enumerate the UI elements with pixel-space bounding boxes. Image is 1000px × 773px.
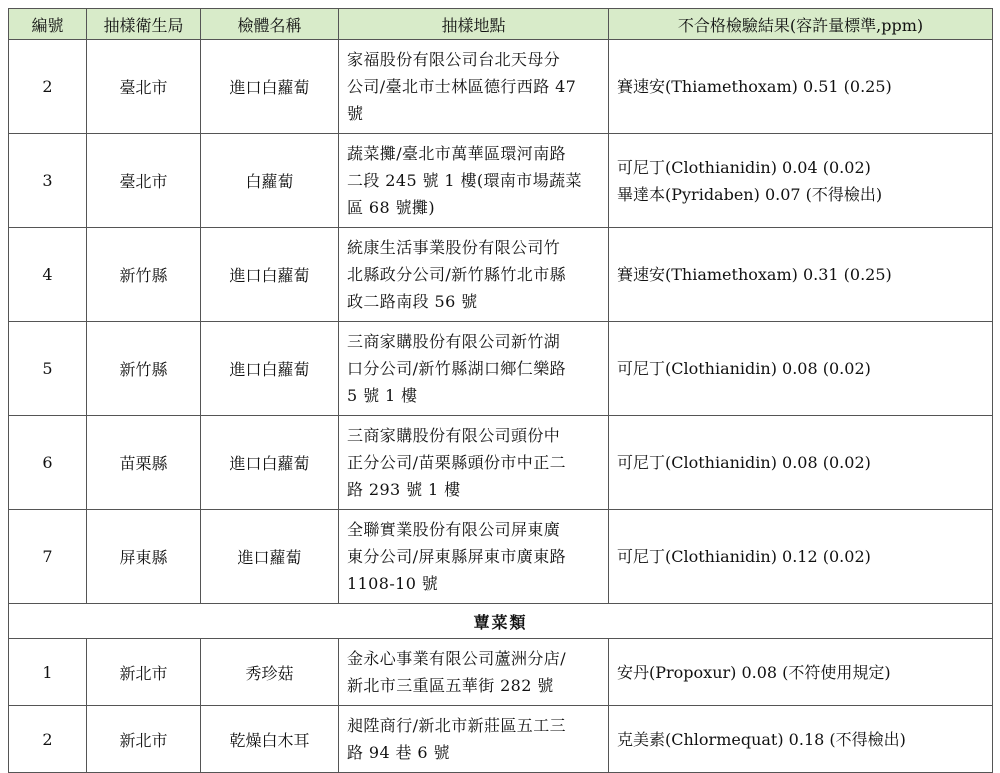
row-result xyxy=(609,228,993,322)
result-line: 安丹(Propoxur) 0.08 (不符使用規定) xyxy=(617,662,891,682)
header-row xyxy=(9,9,993,40)
row-num: 4 xyxy=(9,228,87,322)
row-sample-name: 秀珍菇 xyxy=(201,639,339,706)
table-row xyxy=(9,228,993,322)
table-row xyxy=(9,40,993,134)
row-num: 6 xyxy=(9,416,87,510)
location-line: 三商家購股份有限公司新竹湖 xyxy=(347,332,561,351)
location-line: 口分公司/新竹縣湖口鄉仁樂路 xyxy=(347,359,566,378)
table-row xyxy=(9,510,993,604)
location-line: 1108-10 號 xyxy=(347,574,439,593)
location-line: 正分公司/苗栗縣頭份市中正二 xyxy=(347,453,566,472)
location-line: 新北市三重區五華街 282 號 xyxy=(347,676,554,695)
location-line: 路 293 號 1 樓 xyxy=(347,480,461,499)
header-location: 抽樣地點 xyxy=(339,9,609,40)
inspection-results-table xyxy=(8,8,993,773)
row-bureau: 臺北市 xyxy=(87,40,201,134)
header-bureau: 抽樣衛生局 xyxy=(87,9,201,40)
result-line: 賽速安(Thiamethoxam) 0.51 (0.25) xyxy=(617,77,892,96)
location-line: 號 xyxy=(347,104,364,123)
table-row xyxy=(9,706,993,773)
row-num: 5 xyxy=(9,322,87,416)
row-result xyxy=(609,416,993,510)
row-location xyxy=(339,40,609,134)
result-line: 克美素(Chlormequat) 0.18 (不得檢出) xyxy=(617,729,906,749)
result-line: 畢達本(Pyridaben) 0.07 (不得檢出) xyxy=(617,184,883,204)
row-bureau: 屏東縣 xyxy=(87,510,201,604)
location-line: 二段 245 號 1 樓(環南市場蔬菜 xyxy=(347,171,582,190)
location-line: 金永心事業有限公司蘆洲分店/ xyxy=(347,649,566,668)
result-line: 賽速安(Thiamethoxam) 0.31 (0.25) xyxy=(617,265,892,284)
section-title: 蕈菜類 xyxy=(9,604,993,639)
row-sample-name: 進口白蘿蔔 xyxy=(201,228,339,322)
table-row xyxy=(9,416,993,510)
section-row xyxy=(9,604,993,639)
row-sample-name: 乾燥白木耳 xyxy=(201,706,339,773)
location-line: 公司/臺北市士林區德行西路 47 xyxy=(347,77,577,96)
row-num: 2 xyxy=(9,706,87,773)
location-line: 政二路南段 56 號 xyxy=(347,292,478,311)
table-row xyxy=(9,639,993,706)
row-result xyxy=(609,134,993,228)
row-bureau: 新竹縣 xyxy=(87,322,201,416)
row-result xyxy=(609,322,993,416)
row-sample-name: 白蘿蔔 xyxy=(201,134,339,228)
row-bureau: 新竹縣 xyxy=(87,228,201,322)
header-result: 不合格檢驗結果(容許量標準,ppm) xyxy=(609,9,993,40)
row-result xyxy=(609,639,993,706)
row-sample-name: 進口白蘿蔔 xyxy=(201,40,339,134)
location-line: 蔬菜攤/臺北市萬華區環河南路 xyxy=(347,144,566,163)
location-line: 家福股份有限公司台北天母分 xyxy=(347,50,561,69)
header-sample-name: 檢體名稱 xyxy=(201,9,339,40)
row-location xyxy=(339,639,609,706)
location-line: 區 68 號攤) xyxy=(347,198,435,217)
row-num: 7 xyxy=(9,510,87,604)
result-line: 可尼丁(Clothianidin) 0.04 (0.02) xyxy=(617,157,871,177)
location-line: 昶陞商行/新北市新莊區五工三 xyxy=(347,716,566,735)
row-sample-name: 進口蘿蔔 xyxy=(201,510,339,604)
row-bureau: 新北市 xyxy=(87,639,201,706)
row-location xyxy=(339,228,609,322)
row-location xyxy=(339,706,609,773)
location-line: 全聯實業股份有限公司屏東廣 xyxy=(347,520,561,539)
row-location xyxy=(339,510,609,604)
header-num: 編號 xyxy=(9,9,87,40)
row-bureau: 新北市 xyxy=(87,706,201,773)
row-sample-name: 進口白蘿蔔 xyxy=(201,416,339,510)
location-line: 北縣政分公司/新竹縣竹北市縣 xyxy=(347,265,566,284)
location-line: 三商家購股份有限公司頭份中 xyxy=(347,426,561,445)
location-line: 東分公司/屏東縣屏東市廣東路 xyxy=(347,547,566,566)
row-location xyxy=(339,322,609,416)
row-result xyxy=(609,706,993,773)
result-line: 可尼丁(Clothianidin) 0.12 (0.02) xyxy=(617,547,871,566)
row-bureau: 臺北市 xyxy=(87,134,201,228)
table-row xyxy=(9,322,993,416)
result-line: 可尼丁(Clothianidin) 0.08 (0.02) xyxy=(617,359,871,378)
row-result xyxy=(609,40,993,134)
location-line: 5 號 1 樓 xyxy=(347,386,418,405)
row-num: 3 xyxy=(9,134,87,228)
row-location xyxy=(339,134,609,228)
row-sample-name: 進口白蘿蔔 xyxy=(201,322,339,416)
table-row xyxy=(9,134,993,228)
row-num: 2 xyxy=(9,40,87,134)
location-line: 路 94 巷 6 號 xyxy=(347,743,450,762)
row-bureau: 苗栗縣 xyxy=(87,416,201,510)
row-result xyxy=(609,510,993,604)
row-num: 1 xyxy=(9,639,87,706)
row-location xyxy=(339,416,609,510)
result-line: 可尼丁(Clothianidin) 0.08 (0.02) xyxy=(617,453,871,472)
location-line: 統康生活事業股份有限公司竹 xyxy=(347,238,561,257)
